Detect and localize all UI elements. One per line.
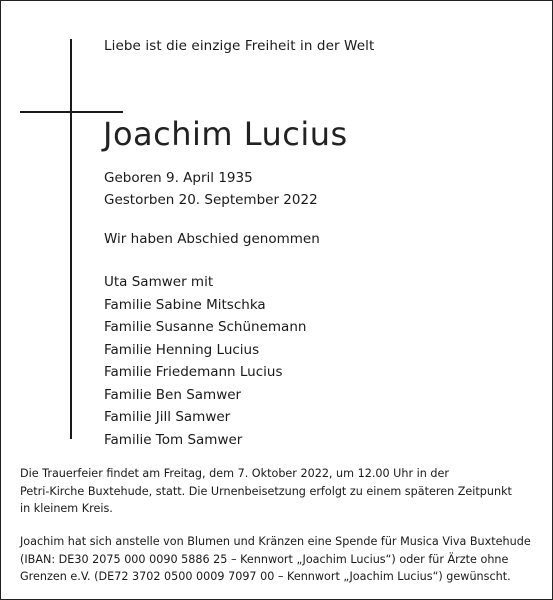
cross-horizontal-bar — [20, 111, 123, 113]
birth-date: Geboren 9. April 1935 — [104, 170, 253, 186]
mourner-item: Familie Jill Samwer — [104, 409, 231, 425]
cross-vertical-bar — [70, 39, 72, 439]
mourner-item: Familie Friedemann Lucius — [104, 364, 283, 380]
mourner-item: Familie Ben Samwer — [104, 386, 242, 403]
donation-notice — [20, 533, 540, 586]
notice-line: in kleinem Kreis. — [20, 502, 113, 515]
life-dates — [104, 167, 318, 211]
motto: Liebe ist die einzige Freiheit in der Welt — [104, 38, 375, 54]
notice-line: Joachim hat sich anstelle von Blumen und Kränzen eine Spende für Musica Viva Buxtehude — [20, 535, 531, 548]
death-date: Gestorben 20. September 2022 — [104, 192, 318, 208]
notice-line: Grenzen e.V. (DE72 3702 0500 0009 7097 00 – Kennwort „Joachim Lucius“) gewünscht. — [20, 570, 511, 583]
funeral-notice — [20, 465, 540, 518]
notice-line: Petri-Kirche Buxtehude, statt. Die Urnenbeisetzung erfolgt zu einem späteren Zeitpunkt — [20, 484, 512, 498]
farewell-line: Wir haben Abschied genommen — [104, 231, 320, 247]
mourner-item: Familie Susanne Schünemann — [104, 319, 307, 335]
deceased-name: Joachim Lucius — [103, 115, 348, 153]
mourner-item: Uta Samwer mit — [104, 274, 214, 290]
mourner-item: Familie Tom Samwer — [104, 431, 243, 448]
notice-line: (IBAN: DE30 2075 000 0090 5886 25 – Kennwort „Joachim Lucius“) oder für Ärzte ohne — [20, 552, 509, 566]
mourner-item: Familie Sabine Mitschka — [104, 296, 266, 313]
mourner-item: Familie Henning Lucius — [104, 341, 260, 358]
mourners-list — [104, 271, 306, 451]
notice-line: Die Trauerfeier findet am Freitag, dem 7. Oktober 2022, um 12.00 Uhr in der — [20, 467, 449, 480]
